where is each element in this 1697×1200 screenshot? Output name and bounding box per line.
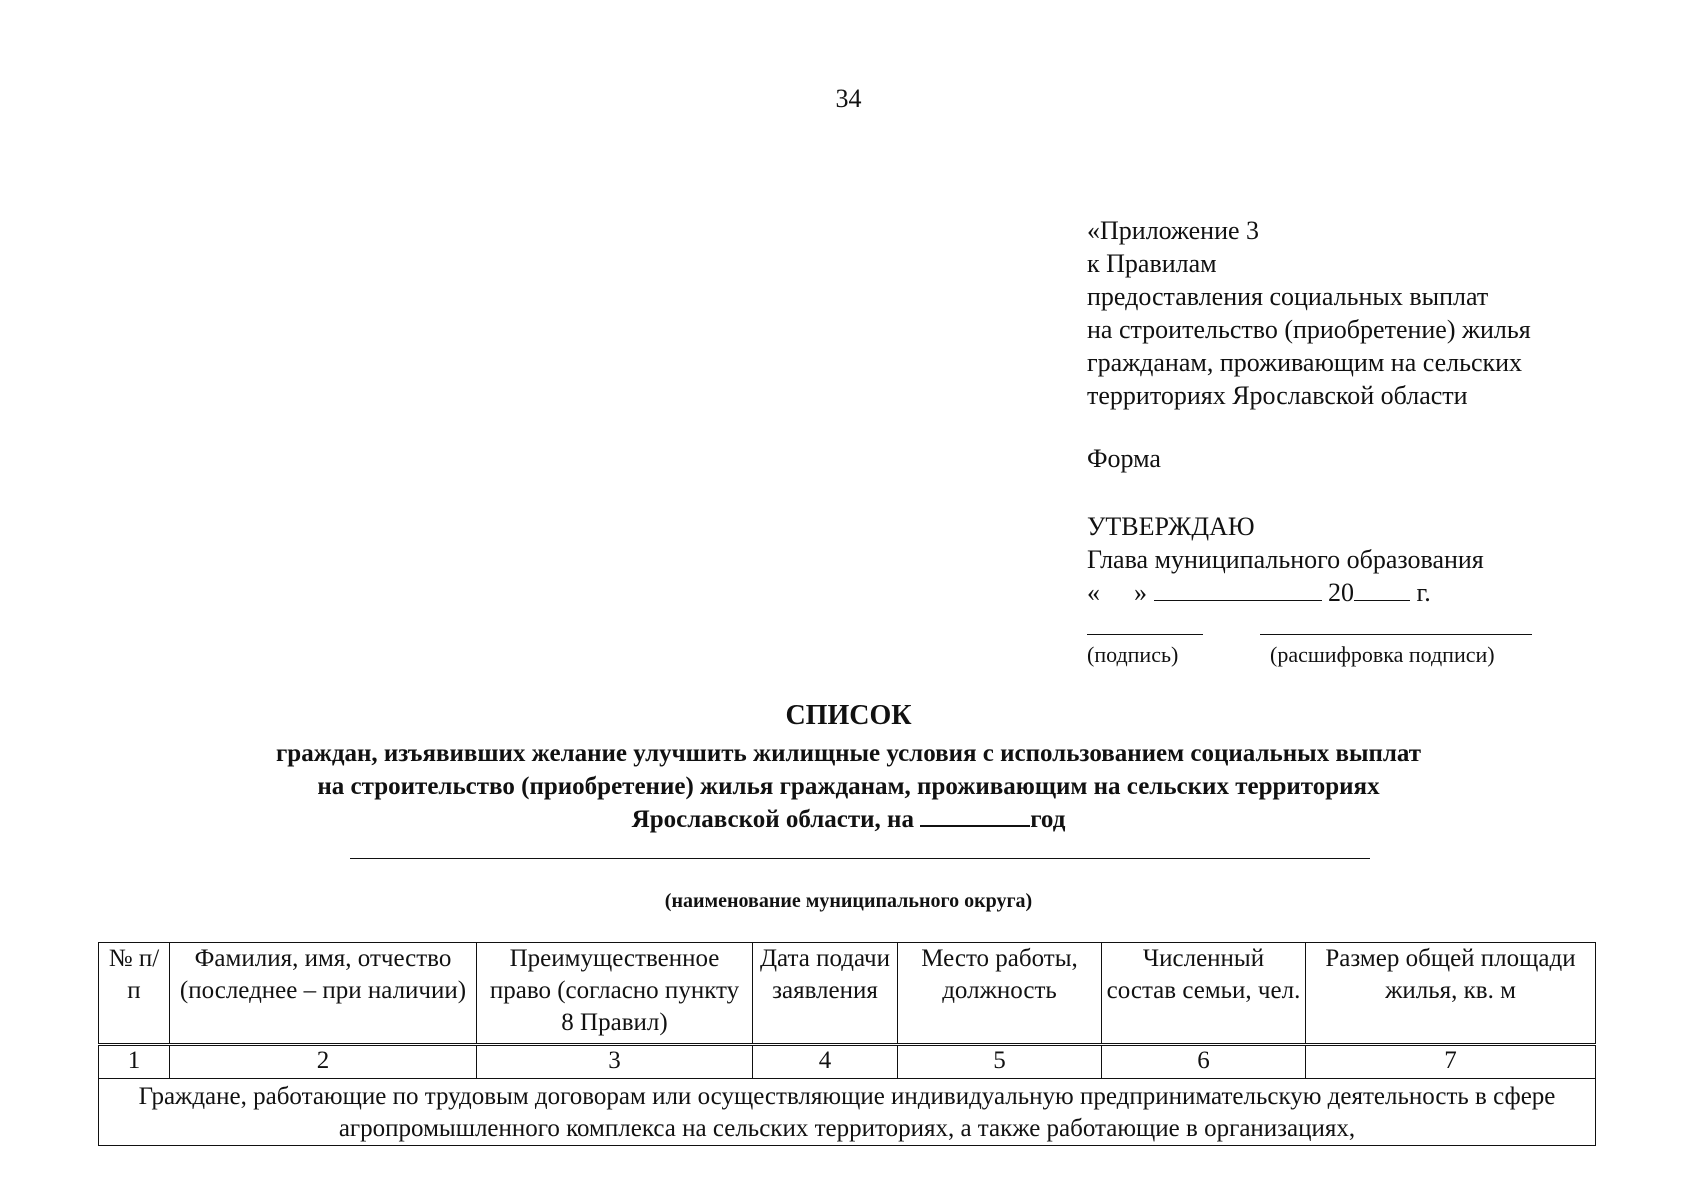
column-number: 2 (170, 1045, 477, 1079)
section-text: Граждане, работающие по трудовым договорам или осуществляющие индивидуальную предпринимательскую деятельность в сфере агропромышленного комплекса на сельских территориях, а также работающие в организациях, (99, 1079, 1596, 1146)
page-number: 34 (835, 84, 862, 113)
date-close-quote: » (1134, 578, 1147, 607)
subtitle-line-year (0, 803, 1697, 836)
appendix-line: «Приложение 3 (1087, 216, 1260, 245)
municipality-line (350, 858, 1370, 859)
signature-line (1087, 634, 1203, 635)
municipality-caption: (наименование муниципального округа) (664, 890, 1033, 912)
header-number: № п/п (99, 943, 170, 1045)
appendix-line: предоставления социальных выплат (1087, 282, 1489, 311)
decoding-line (1260, 634, 1532, 635)
appendix-line: на строительство (приобретение) жилья (1087, 315, 1531, 344)
appendix-line: к Правилам (1087, 249, 1217, 278)
column-number: 1 (99, 1045, 170, 1079)
header-priority-right: Преимущественное право (согласно пункту 8 Правил) (477, 943, 753, 1045)
column-number: 7 (1306, 1045, 1596, 1079)
subtitle-line: граждан, изъявивших желание улучшить жилищные условия с использованием социальных выплат (275, 740, 1422, 767)
appendix-line: гражданам, проживающим на сельских (1087, 348, 1523, 377)
approval-position: Глава муниципального образования (1087, 545, 1484, 574)
header-full-name: Фамилия, имя, отчество (последнее – при наличии) (170, 943, 477, 1045)
year-blank (1354, 576, 1410, 601)
appendix-line: территориях Ярославской области (1087, 381, 1468, 410)
form-label: Форма (1087, 444, 1161, 473)
subtitle-year-suffix: год (1030, 806, 1066, 833)
year-suffix: г. (1416, 578, 1431, 607)
header-family-size: Численный состав семьи, чел. (1102, 943, 1306, 1045)
document-subtitle (0, 737, 1697, 836)
document-title: СПИСОК (785, 700, 912, 731)
header-workplace: Место работы, должность (898, 943, 1102, 1045)
signature-caption: (подпись) (1087, 642, 1179, 667)
year-prefix: 20 (1328, 578, 1354, 607)
decoding-caption: (расшифровка подписи) (1270, 642, 1495, 667)
column-number: 4 (753, 1045, 898, 1079)
column-number: 6 (1102, 1045, 1306, 1079)
date-open-quote: « (1087, 578, 1100, 607)
year-blank (920, 803, 1030, 827)
table-header-row (99, 943, 1596, 1045)
column-number-row (99, 1045, 1596, 1079)
column-number: 5 (898, 1045, 1102, 1079)
column-number: 3 (477, 1045, 753, 1079)
header-housing-area: Размер общей площади жилья, кв. м (1306, 943, 1596, 1045)
appendix-block (1087, 214, 1531, 412)
month-blank (1154, 576, 1322, 601)
header-application-date: Дата подачи заявления (753, 943, 898, 1045)
approval-block (1087, 510, 1484, 576)
section-row (99, 1079, 1596, 1146)
citizens-table (98, 942, 1596, 1146)
approval-date-line (1087, 576, 1431, 608)
subtitle-year-prefix: Ярославской области, на (631, 806, 914, 833)
approval-title: УТВЕРЖДАЮ (1087, 512, 1255, 541)
subtitle-line: на строительство (приобретение) жилья гражданам, проживающим на сельских территориях (317, 773, 1380, 800)
